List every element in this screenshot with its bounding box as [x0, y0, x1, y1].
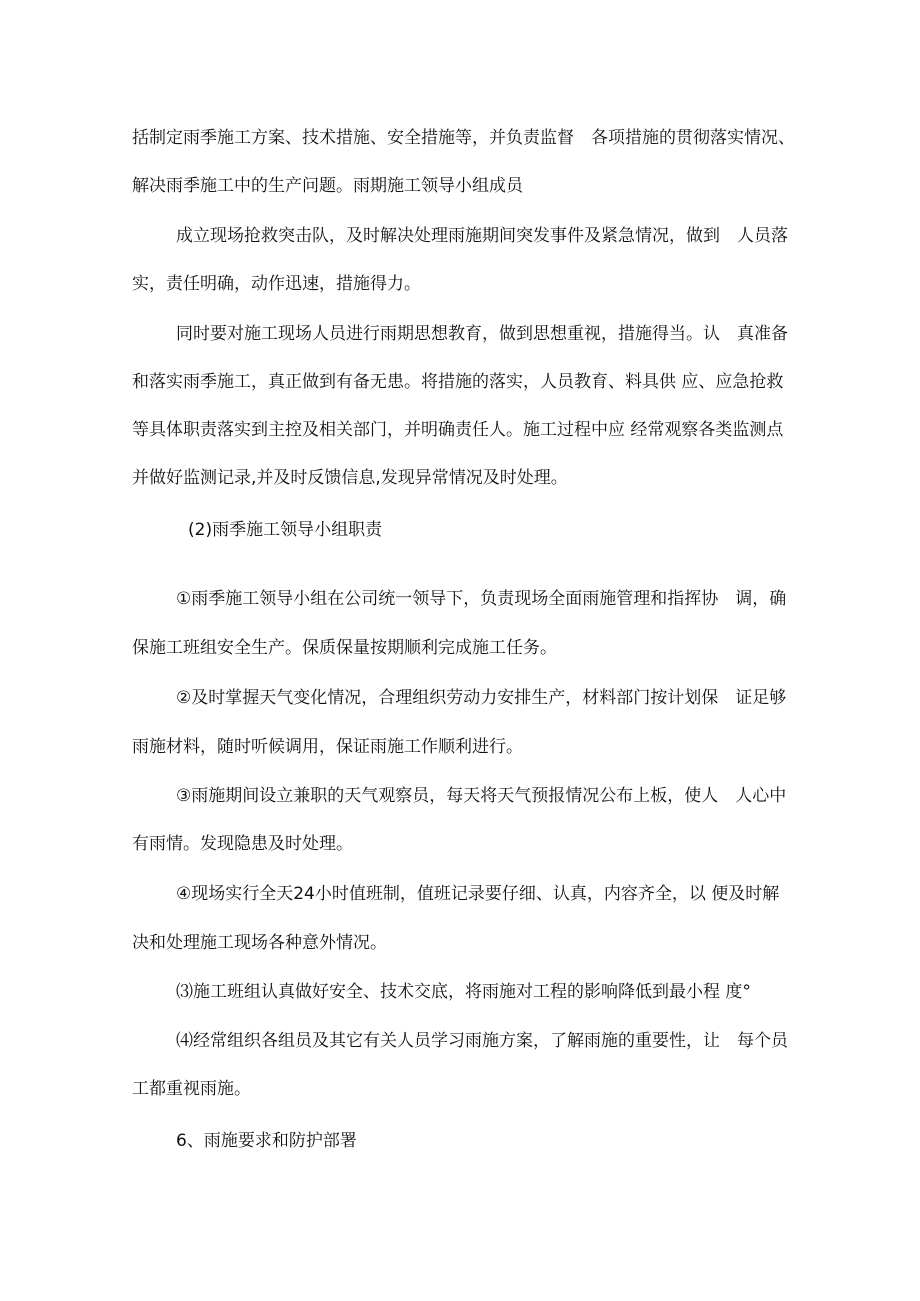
- heading-section6: 6、雨施要求和防护部署: [176, 1131, 357, 1151]
- item5-line1: ⑶施工班组认真做好安全、技术交底，将雨施对工程的影响降低到最小程 度°: [176, 982, 751, 1002]
- para3-line1: 同时要对施工现场人员进行雨期思想教育，做到思想重视，措施得当。认 真准备: [176, 324, 788, 344]
- item1-line2: 保施工班组安全生产。保质保量按期顺利完成施工任务。: [132, 638, 557, 658]
- heading-duties: (2)雨季施工领导小组职责: [188, 520, 383, 540]
- para3-line2: 和落实雨季施工，真正做到有备无患。将措施的落实，人员教育、料具供 应、应急抢救: [132, 372, 784, 392]
- para3-line4: 并做好监测记录,并及时反馈信息,发现异常情况及时处理。: [132, 468, 568, 488]
- item4-line1: ④现场实行全天24小时值班制，值班记录要仔细、认真，内容齐全，以 便及时解: [176, 884, 780, 904]
- item2-line2: 雨施材料，随时听候调用，保证雨施工作顺利进行。: [132, 737, 523, 757]
- para2-line1: 成立现场抢救突击队，及时解决处理雨施期间突发事件及紧急情况，做到 人员落: [176, 226, 788, 246]
- item4-line2: 决和处理施工现场各种意外情况。: [132, 933, 387, 953]
- item2-line1: ②及时掌握天气变化情况，合理组织劳动力安排生产，材料部门按计划保 证足够: [176, 688, 787, 708]
- para3-line3: 等具体职责落实到主控及相关部门，并明确责任人。施工过程中应 经常观察各类监测点: [132, 420, 784, 440]
- para1-line2: 解决雨季施工中的生产问题。雨期施工领导小组成员: [132, 176, 523, 196]
- para2-line2: 实，责任明确，动作迅速，措施得力。: [132, 274, 421, 294]
- item6-line2: 工都重视雨施。: [132, 1079, 251, 1099]
- item6-line1: ⑷经常组织各组员及其它有关人员学习雨施方案，了解雨施的重要性，让 每个员: [176, 1031, 788, 1051]
- para1-line1: 括制定雨季施工方案、技术措施、安全措施等，并负责监督 各项措施的贯彻落实情况、: [132, 128, 795, 148]
- item3-line2: 有雨情。发现隐患及时处理。: [132, 834, 353, 854]
- item1-line1: ①雨季施工领导小组在公司统一领导下，负责现场全面雨施管理和指挥协 调，确: [176, 589, 787, 609]
- item3-line1: ③雨施期间设立兼职的天气观察员，每天将天气预报情况公布上板，使人 人心中: [176, 786, 787, 806]
